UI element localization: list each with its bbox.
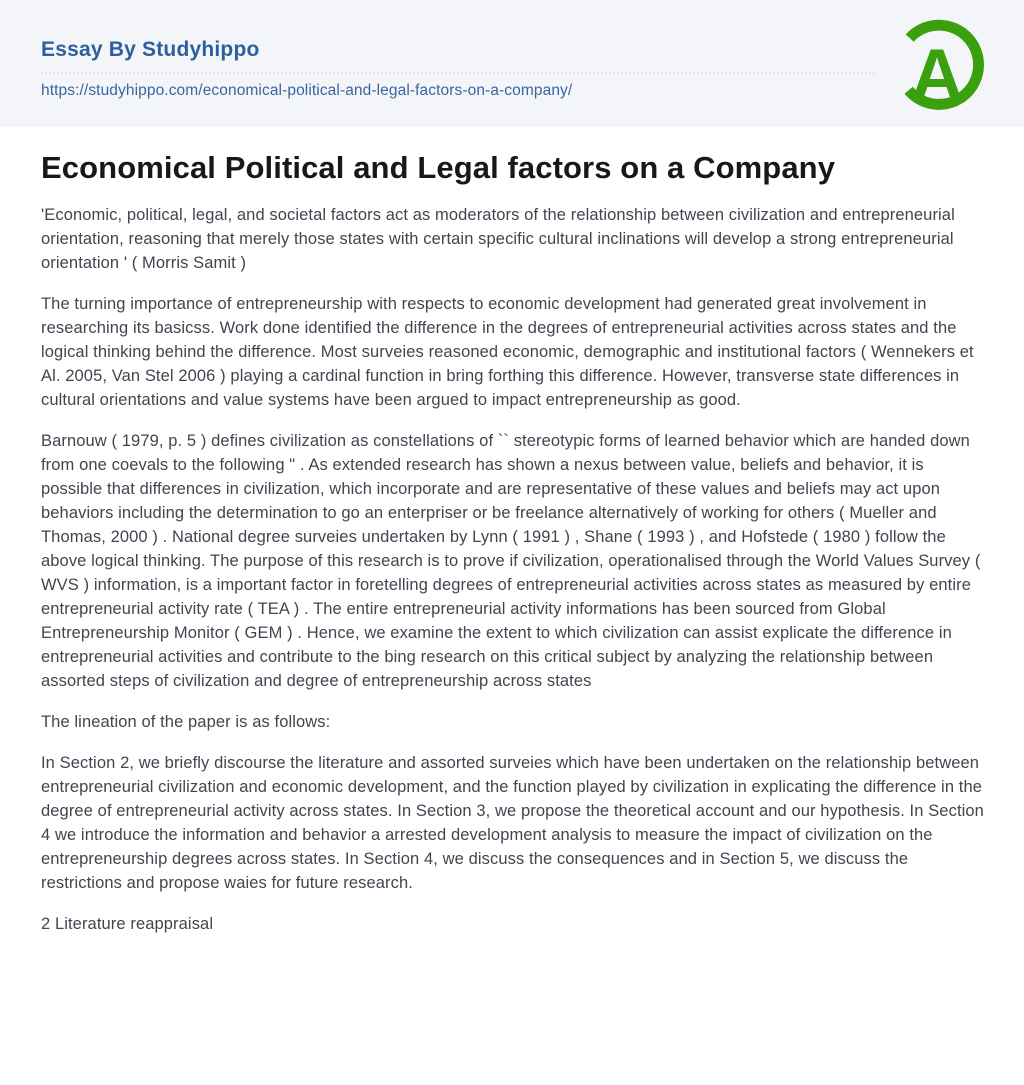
article-paragraph: The turning importance of entrepreneurship with respects to economic development had generated great involvement in researching its basicss. Work done identified the difference in the degrees of entrepreneurial activities across states and the logical thinking behind the difference. Most surveies reasoned economic, demographic and institutional factors ( Wennekers et Al. 2005, Van Stel 2006 ) playing a cardinal function in bring forthing this difference. However, transverse state differences in cultural orientations and value systems have been argued to impact entrepreneurship as good. [41,295,974,409]
article-title: Economical Political and Legal factors on a Company [41,150,836,185]
article [0,127,1024,936]
article-paragraph: The lineation of the paper is as follows: [41,713,331,731]
site-title: Essay By Studyhippo [41,38,260,61]
source-url-link[interactable]: https://studyhippo.com/economical-political-and-legal-factors-on-a-company/ [41,82,573,100]
header-text-block [41,38,1024,100]
article-paragraph: 2 Literature reappraisal [41,915,214,933]
header-divider [41,72,875,74]
studyhippo-logo-icon [889,14,991,113]
header [0,0,1024,127]
article-paragraph: In Section 2, we briefly discourse the literature and assorted surveies which have been undertaken on the relationship between entrepreneurial civilization and economic development, and the function played by civilization in explicating the difference in the degree of entrepreneurial activity across states. In Section 3, we propose the theoretical account and our hypothesis. In Section 4 we introduce the information and behavior a arrested development analysis to measure the impact of civilization on the entrepreneurship degrees across states. In Section 4, we discuss the consequences and in Section 5, we discuss the restrictions and propose waies for future research. [41,754,984,892]
article-paragraph: 'Economic, political, legal, and societal factors act as moderators of the relationship between civilization and entrepreneurial orientation, reasoning that merely those states with certain specific cultural inclinations will develop a strong entrepreneurial orientation ' ( Morris Samit ) [41,206,955,272]
article-paragraph: Barnouw ( 1979, p. 5 ) defines civilization as constellations of `` stereotypic forms of learned behavior which are handed down from one coevals to the following " . As extended research has shown a nexus between value, beliefs and behavior, it is possible that differences in civilization, which incorporate and are representative of these values and beliefs may act upon behaviors including the determination to go an enterpriser or be freelance alternatively of working for others ( Mueller and Thomas, 2000 ) . National degree surveies undertaken by Lynn ( 1991 ) , Shane ( 1993 ) , and Hofstede ( 1980 ) follow the above logical thinking. The purpose of this research is to prove if civilization, operationalised through the World Values Survey ( WVS ) information, is a important factor in foretelling degrees of entrepreneurial activities across states as measured by entire entrepreneurial activity rate ( TEA ) . The entire entrepreneurial activity informations has been sourced from Global Entrepreneurship Monitor ( GEM ) . Hence, we examine the extent to which civilization can assist explicate the difference in entrepreneurial activities and contribute to the bing research on this critical subject by analyzing the relationship between assorted steps of civilization and degree of entrepreneurship across states [41,432,981,690]
logo-letter: A [910,34,964,113]
article-body [41,203,984,936]
